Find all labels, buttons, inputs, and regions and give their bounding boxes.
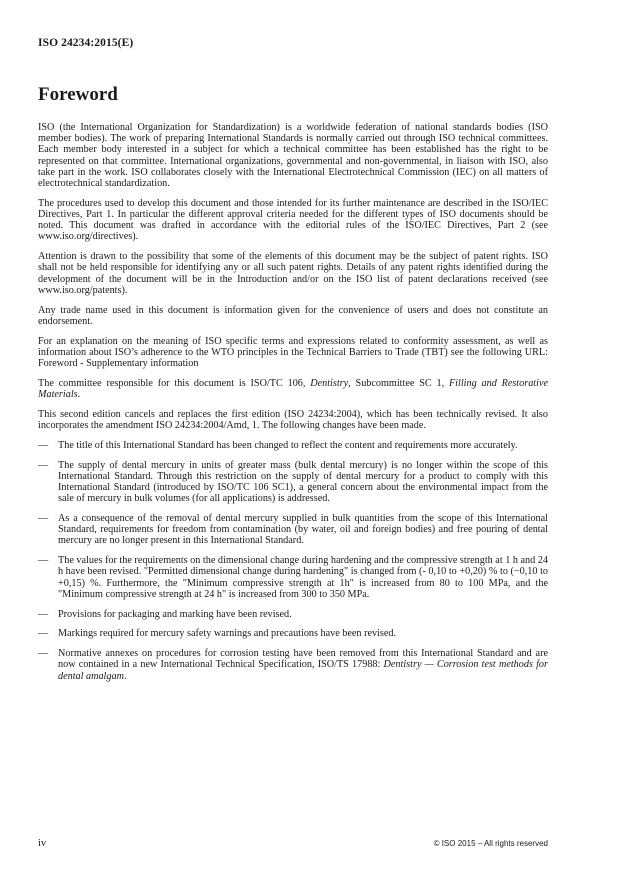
committee-text-1: The committee responsible for this document is ISO/TC 106, — [38, 377, 311, 389]
document-id-header: ISO 24234:2015(E) — [38, 37, 134, 49]
list-dash: — — [38, 608, 49, 620]
paragraph-conformity: For an explanation on the meaning of ISO specific terms and expressions related to conformity assessment, as well as information about ISO’s adherence to the WTO principles in the Technical Barriers to Trade (TBT) see the following URL: Foreword - Supplementary information — [38, 335, 548, 370]
paragraph-committee — [38, 378, 548, 400]
list-dash: — — [38, 439, 49, 451]
committee-name-dentistry: Dentistry — [310, 377, 349, 389]
committee-text-3: . — [77, 389, 81, 401]
change-annexes-end: . — [123, 670, 127, 682]
change-packaging: Provisions for packaging and marking have been revised. — [58, 608, 292, 620]
list-item — [38, 609, 548, 620]
list-item — [38, 440, 548, 451]
foreword-body — [38, 122, 548, 690]
list-dash: — — [38, 513, 49, 525]
copyright-notice: © ISO 2015 – All rights reserved — [433, 839, 548, 848]
ts-title: Dentistry — Corrosion test methods for dental amalgam — [58, 659, 548, 682]
page-number: iv — [38, 838, 47, 849]
change-contamination: As a consequence of the removal of dental mercury supplied in bulk quantities from the scope of this International Standard, requirements for freedom from contamination (by water, oil and foreign bodies) and free pouring of dental mercury are no longer present in this International Standard. — [58, 513, 548, 547]
list-dash: — — [38, 628, 49, 640]
paragraph-procedures: The procedures used to develop this document and those intended for its further maintenance are described in the ISO/IEC Directives, Part 1. In particular the different approval criteria needed for the different types of ISO documents should be noted. This document was drafted in accordance with the editorial rules of the ISO/IEC Directives, Part 2 (see www.iso.org/directives). — [38, 197, 548, 243]
paragraph-patent-rights: Attention is drawn to the possibility that some of the elements of this document may be the subject of patent rights. ISO shall not be held responsible for identifying any or all such patent rights. Details of any patent rights identified during the development of the document will be in the Introduction and/or on the ISO list of patent declarations received (see www.iso.org/patents). — [38, 251, 548, 296]
paragraph-trade-name: Any trade name used in this document is information given for the convenience of users and does not constitute an endorsement. — [38, 304, 548, 327]
change-title: The title of this International Standard has been changed to reflect the content and requirements more accurately. — [58, 439, 518, 451]
change-annexes: Normative annexes on procedures for corrosion testing have been removed from this International Standard and are now contained in a new International Technical Specification, ISO/TS 17988: — [58, 648, 548, 671]
list-dash: — — [38, 555, 49, 567]
list-item — [38, 513, 548, 547]
change-values: The values for the requirements on the dimensional change during hardening and the compressive strength at 1 h and 24 h have been revised. "Permitted dimensional change during hardening" is changed from (- 0,10 to +0,20) % to (−0,10 to +0,15) %. Furthermore, the "Minimum compressive strength at 1h" is increased from 80 to 100 MPa, and the "Minimum compressive strength at 24 h" is increased from 300 to 350 MPa. — [58, 555, 548, 600]
subcommittee-name: Filling and Restorative Materials — [38, 377, 548, 401]
paragraph-edition: This second edition cancels and replaces the first edition (ISO 24234:2004), which has been technically revised. It also incorporates the amendment ISO 24234:2004/Amd, 1. The following changes have been made. — [38, 408, 548, 432]
change-markings: Markings required for mercury safety warnings and precautions have been revised. — [58, 628, 397, 640]
list-item — [38, 555, 548, 600]
committee-text-2: , Subcommittee SC 1, — [348, 377, 449, 389]
list-item — [38, 460, 548, 505]
list-dash: — — [38, 648, 49, 660]
list-item — [38, 648, 548, 682]
paragraph-iso-organization: ISO (the International Organization for Standardization) is a worldwide federation of national standards bodies (ISO member bodies). The work of preparing International Standards is normally carried out through ISO technical committees. Each member body interested in a subject for which a technical committee has been established has the right to be represented on that committee. International organizations, governmental and non-governmental, in liaison with ISO, also take part in the work. ISO collaborates closely with the International Electrotechnical Commission (IEC) on all matters of electrotechnical standardization. — [38, 122, 548, 190]
page-title: Foreword — [38, 84, 118, 105]
list-dash: — — [38, 459, 49, 471]
change-bulk-mercury: The supply of dental mercury in units of greater mass (bulk dental mercury) is no longer within the scope of this International Standard. Through this restriction on the supply of dental mercury for a product to comply with this International Standard (introduced by ISO/TC 106 SC1), a general concern about the environmental impact from the sale of mercury in bulk volumes (for all applications) is addressed. — [58, 459, 548, 505]
list-item — [38, 628, 548, 639]
